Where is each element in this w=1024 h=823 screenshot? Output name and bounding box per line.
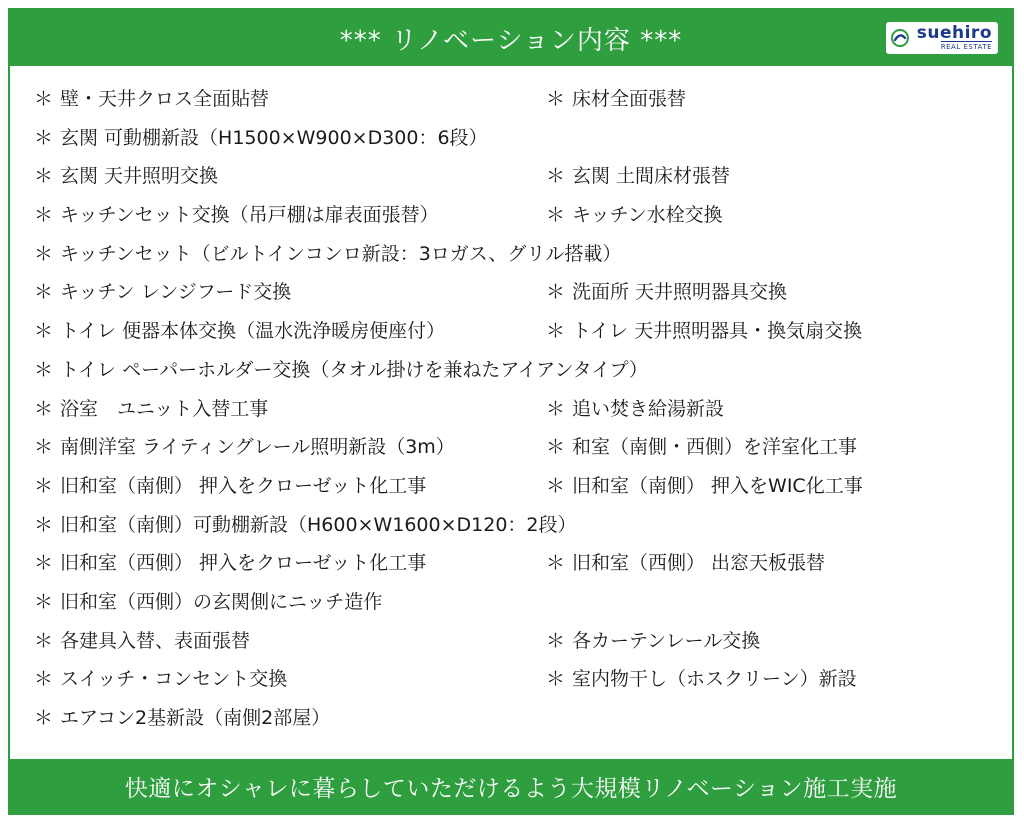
logo-mark-icon xyxy=(891,29,909,47)
list-item-text: 浴室 ユニット入替工事 xyxy=(60,397,269,420)
list-item-text: 南側洋室 ライティングレール照明新設（3m） xyxy=(60,436,455,459)
bullet-icon: ＊ xyxy=(34,629,54,652)
bullet-icon: ＊ xyxy=(546,668,566,691)
list-item-text: エアコン2基新設（南側2部屋） xyxy=(60,707,331,729)
list-item xyxy=(546,196,723,235)
list-item-text: キッチンセット（ビルトインコンロ新設：3ロガス、グリル搭載） xyxy=(60,242,622,265)
list-row xyxy=(34,119,994,158)
list-item xyxy=(34,390,268,429)
list-item-text: 洗面所 天井照明器具交換 xyxy=(572,281,788,304)
list-item xyxy=(546,273,787,312)
list-item-text: 玄関 天井照明交換 xyxy=(60,165,219,188)
list-item-text: 玄関 可動棚新設（H1500×W900×D300：6段） xyxy=(60,126,488,149)
suehiro-logo xyxy=(886,22,998,54)
logo-name: suehiro xyxy=(916,22,992,43)
list-item-text: キッチン レンジフード交換 xyxy=(60,281,292,304)
list-item xyxy=(34,312,445,351)
list-item-text: 各カーテンレール交換 xyxy=(572,629,761,652)
list-item-text: 旧和室（南側） 押入をクローゼット化工事 xyxy=(60,474,427,497)
list-row xyxy=(34,351,994,390)
list-item-text: トイレ ペーパーホルダー交換（タオル掛けを兼ねたアイアンタイプ） xyxy=(60,358,648,381)
list-item xyxy=(34,544,426,583)
bullet-icon: ＊ xyxy=(546,204,566,227)
list-item xyxy=(546,157,730,196)
list-item-text: 和室（南側・西側）を洋室化工事 xyxy=(572,436,858,459)
bullet-icon: ＊ xyxy=(34,436,54,459)
bullet-icon: ＊ xyxy=(546,320,566,343)
list-item-text: トイレ 便器本体交換（温水洗浄暖房便座付） xyxy=(60,320,446,343)
list-item-text: トイレ 天井照明器具・換気扇交換 xyxy=(572,320,863,343)
list-item xyxy=(546,660,857,699)
list-item xyxy=(34,660,287,699)
bullet-icon: ＊ xyxy=(34,88,54,110)
logo-subtitle: REAL ESTATE xyxy=(940,42,992,51)
list-item xyxy=(34,622,250,661)
list-item xyxy=(34,506,577,545)
list-row xyxy=(34,390,994,429)
list-row xyxy=(34,80,994,119)
list-item xyxy=(34,583,382,622)
renovation-panel xyxy=(8,8,1014,815)
page-title: *** リノベーション内容 *** xyxy=(339,25,683,56)
bullet-icon: ＊ xyxy=(34,204,54,227)
list-row xyxy=(34,544,994,583)
list-item-text: 各建具入替、表面張替 xyxy=(60,629,251,652)
list-item xyxy=(34,80,269,119)
bullet-icon: ＊ xyxy=(34,474,54,497)
list-item xyxy=(546,622,760,661)
list-item-text: 床材全面張替 xyxy=(572,88,687,110)
bullet-icon: ＊ xyxy=(34,397,54,420)
bullet-icon: ＊ xyxy=(34,165,54,188)
list-row xyxy=(34,157,994,196)
list-item-text: 玄関 土間床材張替 xyxy=(572,165,731,188)
list-item xyxy=(34,351,648,390)
list-item-text: キッチン水栓交換 xyxy=(572,204,723,227)
bullet-icon: ＊ xyxy=(546,629,566,652)
list-item-text: 壁・天井クロス全面貼替 xyxy=(60,88,270,110)
list-row xyxy=(34,312,994,351)
bullet-icon: ＊ xyxy=(34,358,54,381)
bullet-icon: ＊ xyxy=(546,397,566,420)
list-item-text: 旧和室（西側） 押入をクローゼット化工事 xyxy=(60,552,427,575)
bullet-icon: ＊ xyxy=(34,590,54,613)
bullet-icon: ＊ xyxy=(34,281,54,304)
footer-text: 快適にオシャレに暮らしていただけるよう大規模リノベーション施工実施 xyxy=(124,775,898,802)
list-item-text: スイッチ・コンセント交換 xyxy=(60,668,288,691)
list-item-text: 旧和室（西側）の玄関側にニッチ造作 xyxy=(60,590,383,613)
list-item-text: 追い焚き給湯新設 xyxy=(572,397,725,420)
list-item xyxy=(546,312,862,351)
bullet-icon: ＊ xyxy=(546,165,566,188)
list-row xyxy=(34,699,994,738)
list-item xyxy=(34,699,330,738)
list-row xyxy=(34,235,994,274)
bullet-icon: ＊ xyxy=(546,436,566,459)
bullet-icon: ＊ xyxy=(34,320,54,343)
list-row xyxy=(34,506,994,545)
list-item-text: 旧和室（西側） 出窓天板張替 xyxy=(572,552,826,575)
list-item-text: 室内物干し（ホスクリーン）新設 xyxy=(572,668,857,691)
footer-bar xyxy=(10,759,1012,813)
list-row xyxy=(34,467,994,506)
list-item xyxy=(546,80,686,119)
list-item-text: 旧和室（南側） 押入をWIC化工事 xyxy=(572,474,863,497)
bullet-icon: ＊ xyxy=(546,88,566,110)
list-item xyxy=(34,273,291,312)
bullet-icon: ＊ xyxy=(546,281,566,304)
list-item-text: キッチンセット交換（吊戸棚は扉表面張替） xyxy=(60,204,439,227)
list-item xyxy=(34,467,426,506)
bullet-icon: ＊ xyxy=(34,126,54,149)
list-item xyxy=(34,235,621,274)
list-item xyxy=(546,390,724,429)
list-item xyxy=(546,544,825,583)
bullet-icon: ＊ xyxy=(34,552,54,575)
list-item xyxy=(34,428,455,467)
bullet-icon: ＊ xyxy=(34,707,54,729)
list-row xyxy=(34,622,994,661)
list-row xyxy=(34,583,994,622)
list-row xyxy=(34,428,994,467)
list-item xyxy=(546,428,857,467)
list-item xyxy=(546,467,863,506)
bullet-icon: ＊ xyxy=(34,668,54,691)
bullet-icon: ＊ xyxy=(34,513,54,536)
list-row xyxy=(34,660,994,699)
bullet-icon: ＊ xyxy=(34,242,54,265)
list-row xyxy=(34,273,994,312)
list-item xyxy=(34,157,218,196)
list-item xyxy=(34,119,488,158)
list-row xyxy=(34,196,994,235)
list-item xyxy=(34,196,439,235)
bullet-icon: ＊ xyxy=(546,552,566,575)
header-bar xyxy=(10,10,1012,66)
renovation-list xyxy=(34,80,994,738)
list-item-text: 旧和室（南側）可動棚新設（H600×W1600×D120：2段） xyxy=(60,513,577,536)
bullet-icon: ＊ xyxy=(546,474,566,497)
